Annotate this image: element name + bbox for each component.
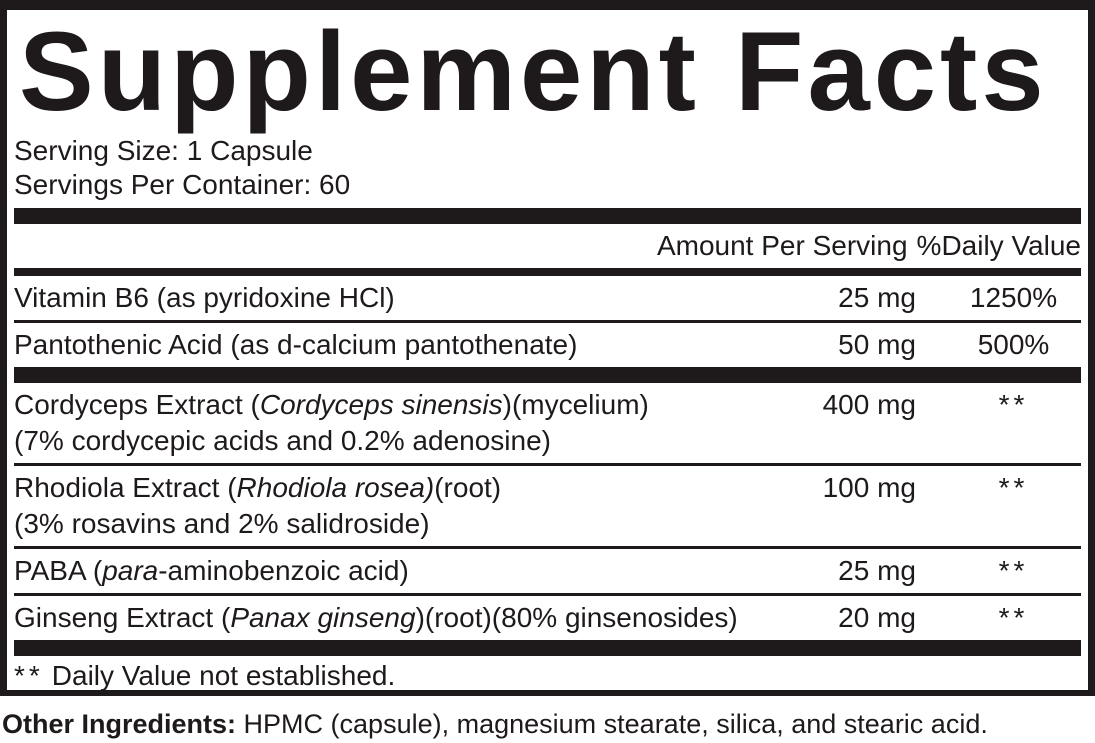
section-divider-bar xyxy=(14,208,1081,224)
daily-value: ** xyxy=(998,555,1029,586)
ingredient-row-rhodiola xyxy=(14,466,1081,546)
ingredient-name-text: -aminobenzoic acid) xyxy=(158,555,409,586)
ingredient-name-text: (root) xyxy=(434,472,502,503)
amount-value: 25 mg xyxy=(838,555,916,586)
other-ingredients-text: HPMC (capsule), magnesium stearate, silica, and stearic acid. xyxy=(243,709,988,739)
ingredient-name-text: )(mycelium) xyxy=(502,389,649,420)
column-headers xyxy=(14,224,1081,268)
servings-per-container: Servings Per Container: 60 xyxy=(14,169,351,200)
ingredient-row-paba xyxy=(14,549,1081,593)
section-divider-bar xyxy=(14,367,1081,383)
ingredient-name xyxy=(14,553,761,589)
ingredient-row-pantothenic-acid xyxy=(14,323,1081,367)
ingredient-name xyxy=(14,280,761,316)
ingredient-name xyxy=(14,470,761,542)
daily-value: 1250% xyxy=(969,282,1058,313)
ingredient-name-italic: Cordyceps sinensis xyxy=(259,389,503,420)
footnote-marker: ** xyxy=(14,660,44,691)
ingredient-name-text: )(root)(80% ginsenosides) xyxy=(415,602,738,633)
amount-value: 400 mg xyxy=(822,389,916,420)
ingredient-name-italic: Panax ginseng xyxy=(230,602,416,633)
ingredient-row-cordyceps xyxy=(14,383,1081,463)
serving-size: Serving Size: 1 Capsule xyxy=(14,135,313,166)
amount-value: 100 mg xyxy=(822,472,916,503)
ingredient-name-text: Rhodiola Extract ( xyxy=(14,472,237,503)
daily-value: ** xyxy=(998,602,1029,633)
ingredient-name xyxy=(14,387,761,459)
daily-value: 500% xyxy=(977,329,1050,360)
ingredient-standardization-line: (3% rosavins and 2% salidroside) xyxy=(14,508,430,539)
ingredient-name-text: Ginseng Extract ( xyxy=(14,602,231,633)
amount-value: 25 mg xyxy=(838,282,916,313)
daily-value-header: %Daily Value xyxy=(916,230,1081,261)
daily-value: ** xyxy=(998,472,1029,503)
daily-value: ** xyxy=(998,389,1029,420)
footnote-text: Daily Value not established. xyxy=(51,660,396,691)
amount-per-serving-header: Amount Per Serving xyxy=(656,230,908,261)
ingredient-row-vitamin-b6 xyxy=(14,276,1081,320)
ingredient-standardization-line: (7% cordycepic acids and 0.2% adenosine) xyxy=(14,425,551,456)
amount-value: 20 mg xyxy=(838,602,916,633)
panel-title: Supplement Facts xyxy=(19,9,1048,134)
other-ingredients xyxy=(2,708,1095,740)
section-divider-bar xyxy=(14,640,1081,656)
other-ingredients-label: Other Ingredients: xyxy=(2,709,237,739)
ingredient-name-italic: para xyxy=(102,555,159,586)
ingredient-name-text: Pantothenic Acid (as d-calcium pantothenate) xyxy=(14,329,578,360)
ingredient-name-text: Vitamin B6 (as pyridoxine HCl) xyxy=(14,282,395,313)
ingredient-name-italic: Rhodiola rosea) xyxy=(236,472,435,503)
ingredient-name xyxy=(14,327,761,363)
header-divider-bar xyxy=(14,268,1081,276)
ingredient-name-text: Cordyceps Extract ( xyxy=(14,389,260,420)
footnote xyxy=(14,658,1081,694)
ingredient-name xyxy=(14,600,761,636)
ingredient-name-text: PABA ( xyxy=(14,555,103,586)
amount-value: 50 mg xyxy=(838,329,916,360)
ingredient-row-ginseng xyxy=(14,596,1081,640)
